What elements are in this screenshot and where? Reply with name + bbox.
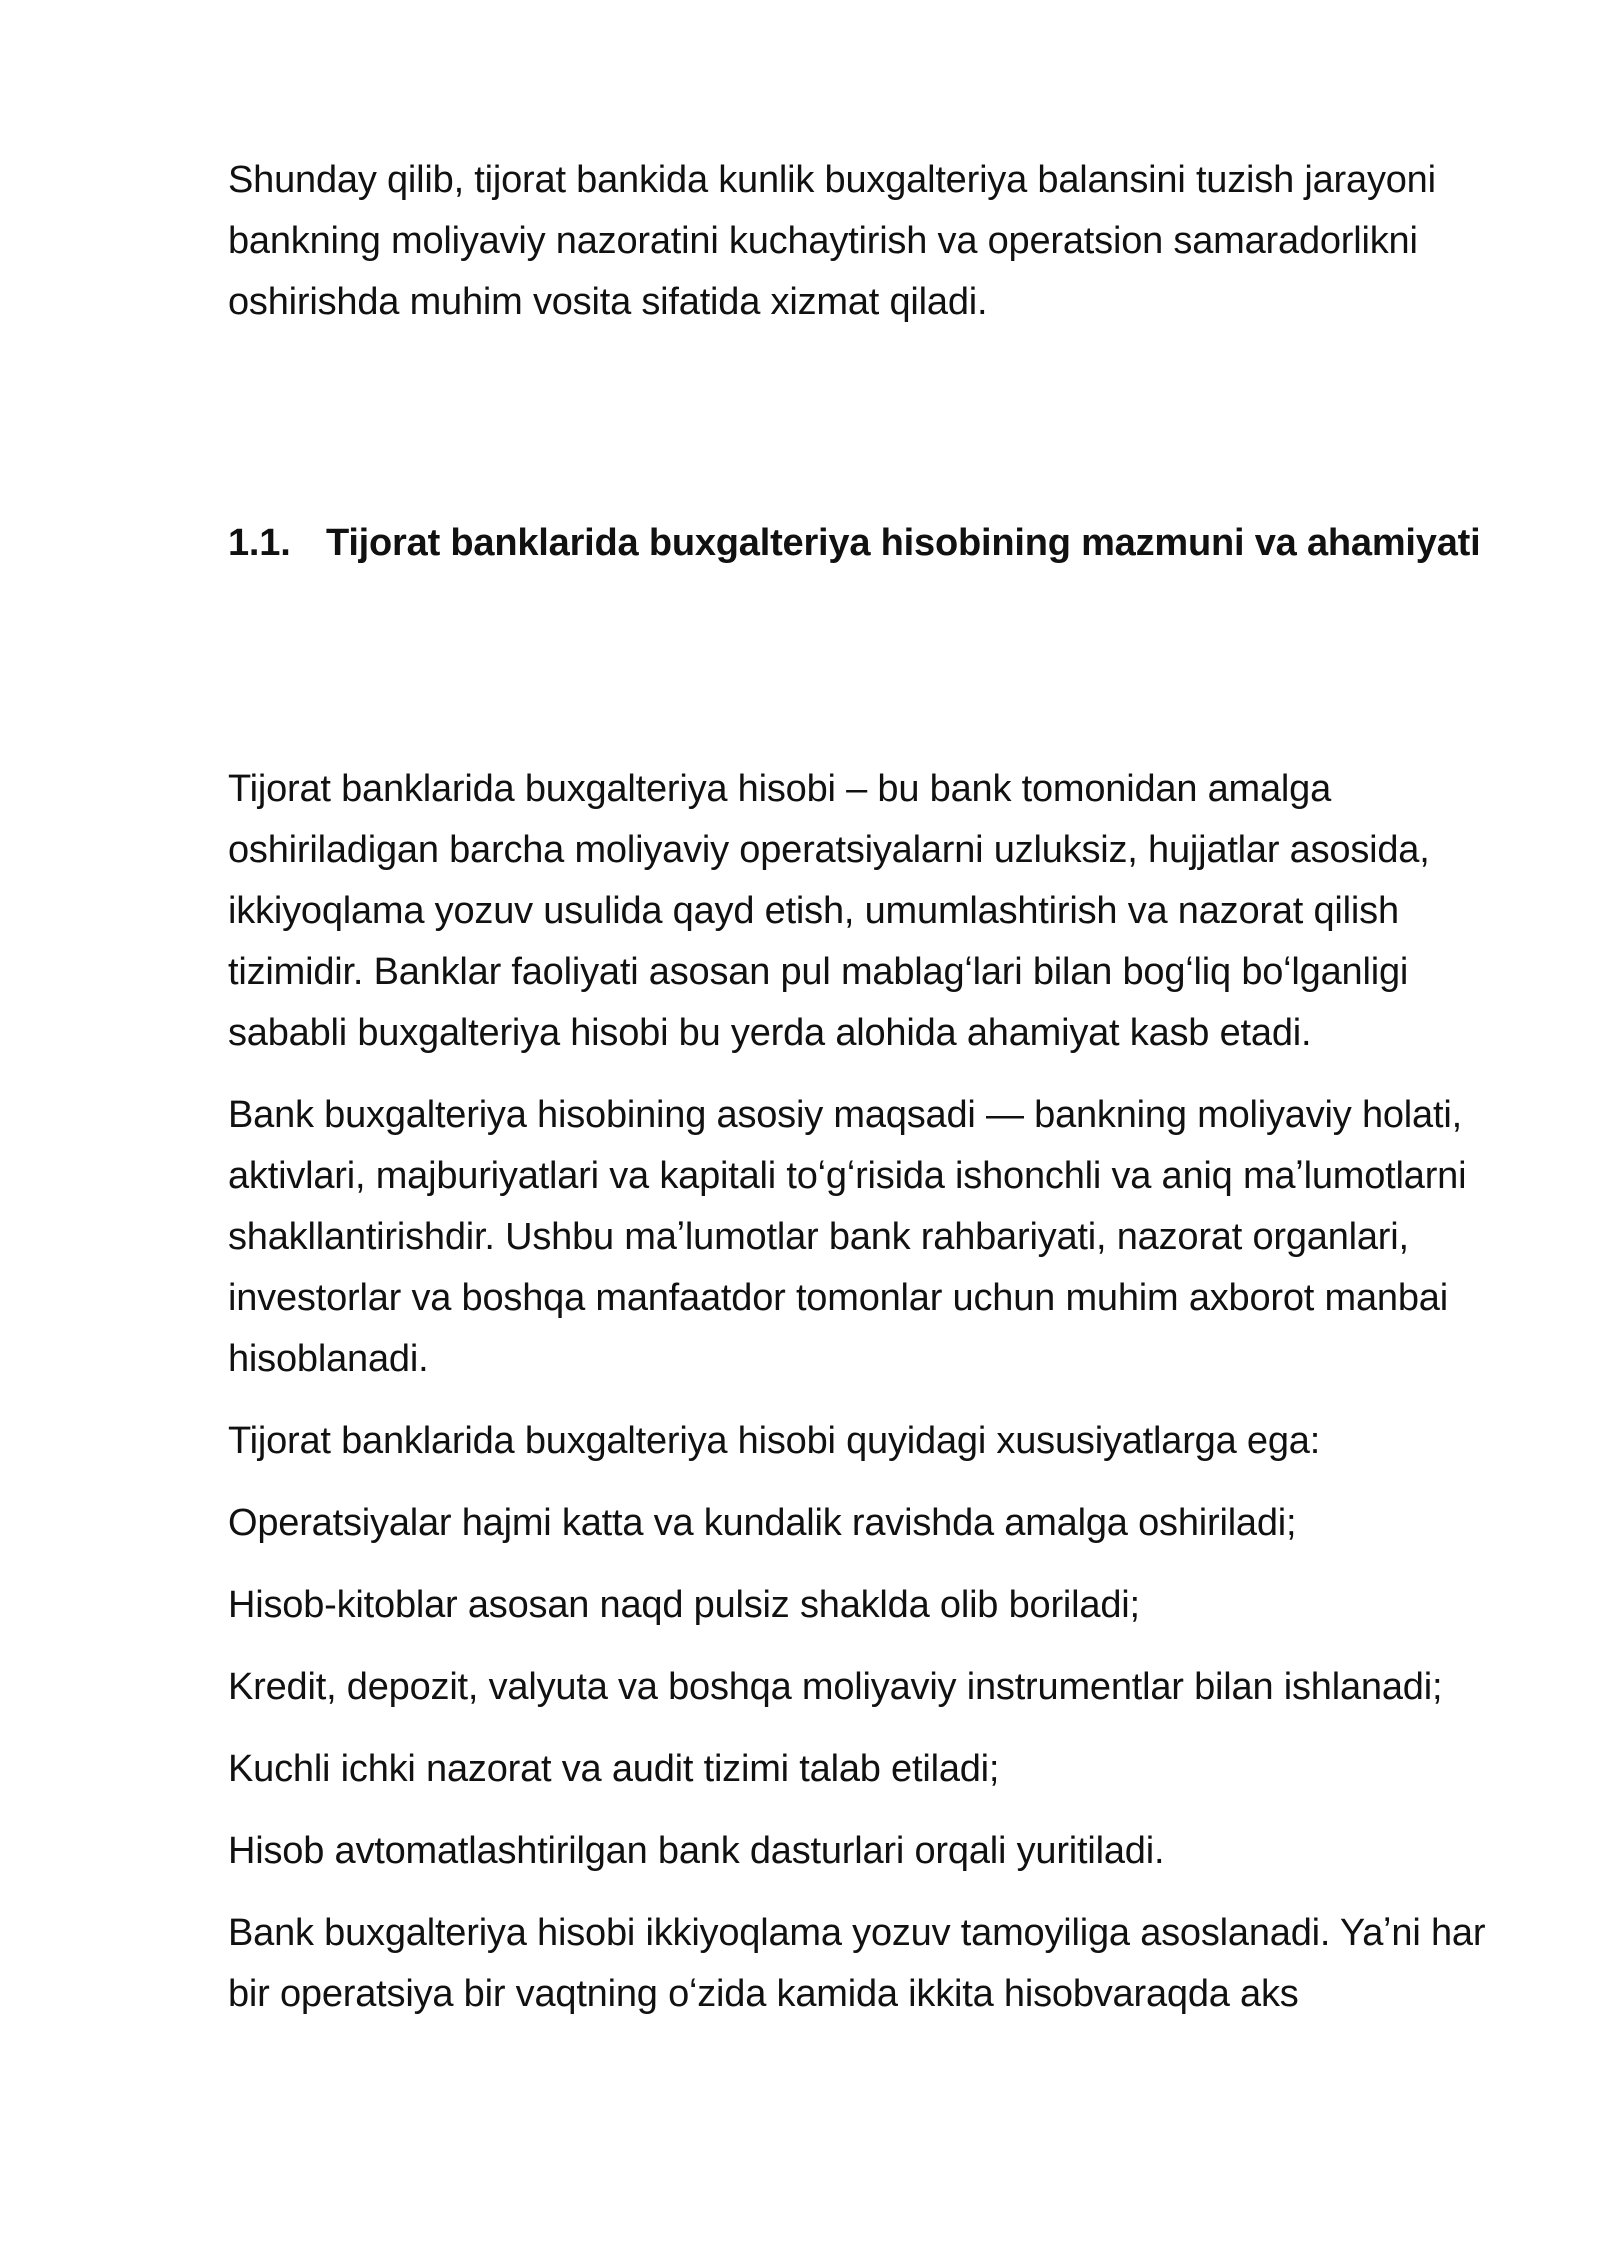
feature-item: Operatsiyalar hajmi katta va kundalik ravishda amalga oshiriladi;: [228, 1502, 1297, 1544]
paragraph-features-intro: Tijorat banklarida buxgalteriya hisobi quyidagi xususiyatlarga ega:: [228, 1420, 1321, 1462]
feature-item: Kuchli ichki nazorat va audit tizimi talab etiladi;: [228, 1748, 1000, 1790]
section-title: Tijorat banklarida buxgalteriya hisobining mazmuni va ahamiyati: [326, 522, 1481, 564]
paragraph-definition: Tijorat banklarida buxgalteriya hisobi – bu bank tomonidan amalga oshiriladigan barcha moliyaviy operatsiyalarni uzluksiz, hujjatlar asosida, ikkiyoqlama yozuv usulida qayd etish, umumlashtirish va nazorat qilish tizimidir. Banklar faoliyati asosan pul mablagʻlari bilan bogʻliq boʻlganligi sababli buxgalteriya hisobi bu yerda alohida ahamiyat kasb etadi.: [228, 768, 1430, 1054]
feature-item: Hisob-kitoblar asosan naqd pulsiz shaklda olib boriladi;: [228, 1584, 1140, 1626]
intro-paragraph: Shunday qilib, tijorat bankida kunlik buxgalteriya balansini tuzish jarayoni bankning moliyaviy nazoratini kuchaytirish va operatsion samaradorlikni oshirishda muhim vosita sifatida xizmat qiladi.: [228, 159, 1436, 323]
paragraph-double-entry: Bank buxgalteriya hisobi ikkiyoqlama yozuv tamoyiliga asoslanadi. Yaʼni har bir operatsiya bir vaqtning oʻzida kamida ikkita hisobvaraqda aks: [228, 1912, 1486, 2015]
paragraph-purpose: Bank buxgalteriya hisobining asosiy maqsadi — bankning moliyaviy holati, aktivlari, majburiyatlari va kapitali toʻgʻrisida ishonchli va aniq maʼlumotlarni shakllantirishdir. Ushbu maʼlumotlar bank rahbariyati, nazorat organlari, investorlar va boshqa manfaatdor tomonlar uchun muhim axborot manbai hisoblanadi.: [228, 1094, 1467, 1380]
feature-item: Kredit, depozit, valyuta va boshqa moliyaviy instrumentlar bilan ishlanadi;: [228, 1666, 1443, 1708]
document-content: [228, 150, 1493, 2046]
feature-item: Hisob avtomatlashtirilgan bank dasturlari orqali yuritiladi.: [228, 1830, 1165, 1872]
section-number: 1.1.: [228, 522, 291, 564]
section-heading: [228, 513, 1493, 574]
